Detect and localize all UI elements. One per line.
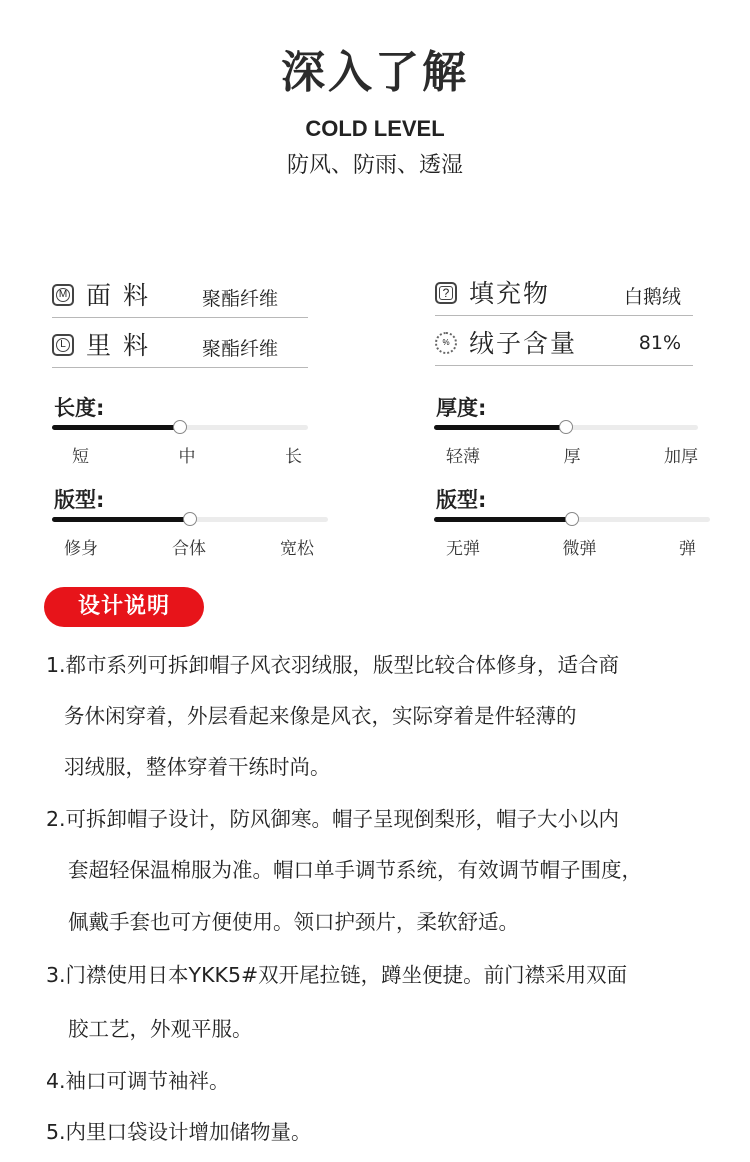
page-title: 深入了解 — [281, 47, 469, 98]
elasticity-ticks — [446, 534, 696, 559]
spec-down-content-value: 81% — [638, 332, 681, 354]
fit-tick-loose: 宽松 — [280, 539, 314, 559]
subtitle-en: COLD LEVEL — [305, 116, 445, 141]
thickness-ticks — [446, 442, 698, 467]
fit-knob — [183, 512, 197, 526]
desc-line: 佩戴手套也可方便使用。领口护颈片，柔软舒适。 — [68, 910, 519, 934]
spec-down-content — [435, 326, 693, 366]
thickness-title: 厚度: — [436, 396, 487, 420]
l-icon: L — [52, 334, 74, 356]
percent-icon: % — [435, 332, 457, 354]
fit-title: 版型: — [54, 488, 105, 512]
length-tick-long: 长 — [285, 447, 302, 467]
elasticity-tick-slight: 微弹 — [562, 539, 597, 559]
design-notes-badge: 设计说明 — [44, 587, 204, 627]
spec-fabric-label: 面 料 — [86, 281, 150, 310]
length-tick-medium: 中 — [178, 447, 196, 467]
length-fill — [52, 425, 180, 430]
desc-line: 套超轻保温棉服为准。帽口单手调节系统，有效调节帽子围度， — [68, 858, 642, 882]
thickness-knob — [559, 420, 573, 434]
elasticity-tick-none: 无弹 — [446, 539, 480, 559]
desc-line: 羽绒服，整体穿着干练时尚。 — [64, 755, 331, 779]
fit-slider — [52, 517, 328, 522]
length-knob — [173, 420, 187, 434]
elasticity-fill — [434, 517, 572, 522]
spec-down-content-label: 绒子含量 — [469, 329, 578, 358]
spec-lining-label: 里 料 — [86, 331, 150, 360]
desc-line: 3.门襟使用日本YKK5#双开尾拉链，蹲坐便捷。前门襟采用双面 — [46, 963, 628, 987]
m-icon: M — [52, 284, 74, 306]
spec-fabric-value: 聚酯纤维 — [202, 288, 279, 310]
desc-line: 5.内里口袋设计增加储物量。 — [46, 1120, 312, 1144]
fit-ticks — [64, 534, 314, 559]
elasticity-title: 版型: — [436, 488, 487, 512]
fit-tick-slim: 修身 — [64, 539, 98, 559]
thickness-tick-extra: 加厚 — [664, 447, 698, 467]
spec-filling-label: 填充物 — [469, 279, 551, 308]
spec-lining — [52, 328, 308, 368]
length-tick-short: 短 — [72, 447, 89, 467]
spec-filling — [435, 276, 693, 316]
length-slider — [52, 425, 308, 430]
desc-line: 4.袖口可调节袖袢。 — [46, 1069, 230, 1093]
thickness-slider — [434, 425, 698, 430]
subtitle-cn: 防风、防雨、透湿 — [286, 153, 463, 178]
elasticity-slider — [434, 517, 710, 522]
spec-lining-value: 聚酯纤维 — [202, 338, 279, 360]
question-icon: ? — [435, 282, 457, 304]
desc-line: 2.可拆卸帽子设计，防风御寒。帽子呈现倒梨形，帽子大小以内 — [46, 807, 620, 831]
thickness-tick-thick: 厚 — [563, 447, 581, 467]
fit-tick-regular: 合体 — [172, 539, 206, 559]
length-title: 长度: — [54, 396, 105, 420]
spec-fabric — [52, 278, 308, 318]
desc-line: 1.都市系列可拆卸帽子风衣羽绒服，版型比较合体修身，适合商 — [46, 653, 620, 677]
desc-line: 务休闲穿着，外层看起来像是风衣，实际穿着是件轻薄的 — [64, 704, 577, 728]
elasticity-tick-stretch: 弹 — [679, 539, 696, 559]
fit-fill — [52, 517, 190, 522]
thickness-fill — [434, 425, 566, 430]
thickness-tick-light: 轻薄 — [446, 447, 480, 467]
length-ticks — [72, 442, 302, 467]
elasticity-knob — [565, 512, 579, 526]
desc-line: 胶工艺，外观平服。 — [68, 1017, 253, 1041]
spec-filling-value: 白鹅绒 — [623, 286, 681, 308]
